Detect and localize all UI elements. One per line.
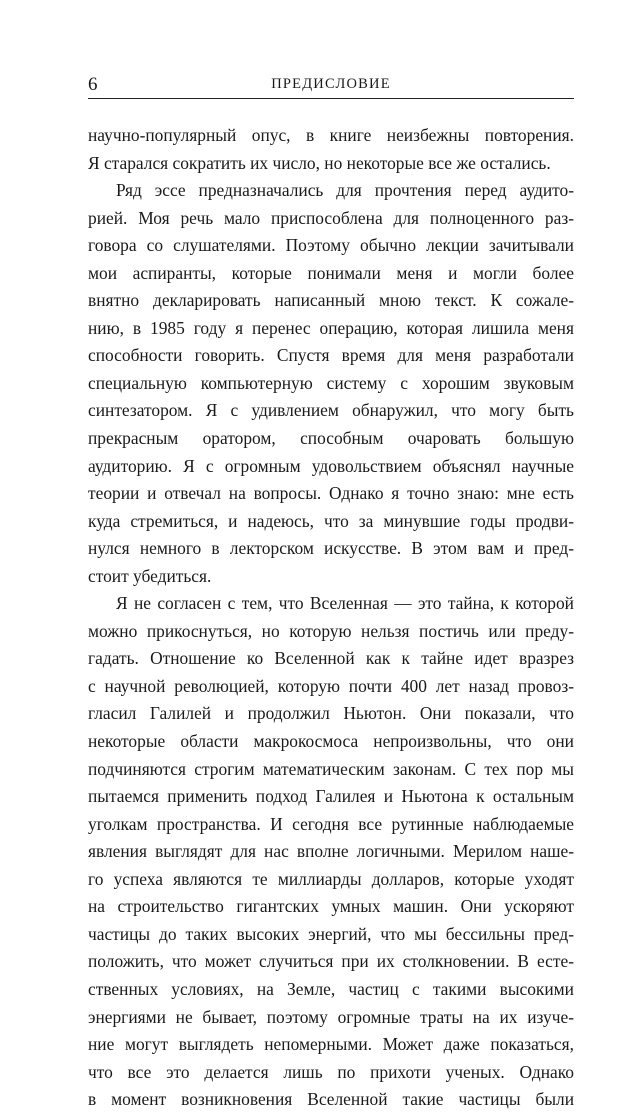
text-line: гадать. Отношение ко Вселенной как к тайне идет вразрез xyxy=(88,648,574,669)
running-head: ПРЕДИСЛОВИЕ xyxy=(271,76,391,92)
text-line: уголкам пространства. И сегодня все рутинные наблюдаемые xyxy=(88,813,574,834)
text-line: стоит убедиться. xyxy=(88,565,212,586)
text-line: Я не согласен с тем, что Вселенная — это тайна, к которой xyxy=(116,593,574,614)
text-line: куда стремиться, и надеюсь, что за минувшие годы продви- xyxy=(88,510,574,531)
body-text xyxy=(88,122,574,1114)
text-line: говора со слушателями. Поэтому обычно лекции зачитывали xyxy=(88,235,574,256)
text-line: специальную компьютерную систему с хорошим звуковым xyxy=(88,372,574,393)
text-line: пытаемся применить подход Галилея и Ньютона к остальным xyxy=(88,786,574,807)
paragraph xyxy=(88,122,574,177)
text-line: можно прикоснуться, но которую нельзя постичь или преду- xyxy=(88,620,574,641)
paragraph xyxy=(88,177,574,590)
text-line: частицы до таких высоких энергий, что мы бессильны пред- xyxy=(88,923,574,944)
text-line: некоторые области макрокосмоса непроизвольны, что они xyxy=(88,731,574,752)
text-line: Ряд эссе предназначались для прочтения перед аудито- xyxy=(116,180,574,201)
page-header xyxy=(88,70,574,99)
text-line: Я старался сократить их число, но некоторые все же остались. xyxy=(88,152,551,173)
text-line: аудиторию. Я с огромным удовольствием объяснял научные xyxy=(88,455,574,476)
text-line: научно-популярный опус, в книге неизбежны повторения. xyxy=(88,125,574,145)
text-line: ние могут выглядеть непомерными. Может даже показаться, xyxy=(88,1034,574,1055)
text-line: внятно декларировать написанный мною текст. К сожале- xyxy=(88,290,574,311)
text-line: положить, что может случиться при их столкновении. В есте- xyxy=(88,951,574,972)
text-line: мои аспиранты, которые понимали меня и могли более xyxy=(88,262,574,283)
text-line: с научной революцией, которую почти 400 лет назад провоз- xyxy=(88,675,574,696)
text-line: подчиняются строгим математическим законам. С тех пор мы xyxy=(88,758,574,779)
text-line: гласил Галилей и продолжил Ньютон. Они показали, что xyxy=(88,703,574,724)
text-line: нию, в 1985 году я перенес операцию, которая лишила меня xyxy=(88,317,574,338)
text-line: прекрасным оратором, способным очаровать большую xyxy=(88,428,574,449)
text-line: теории и отвечал на вопросы. Однако я точно знаю: мне есть xyxy=(88,483,574,504)
text-line: явления выглядят для нас вполне логичными. Мерилом наше- xyxy=(88,841,574,862)
text-line: энергиями не бывает, поэтому огромные траты на их изуче- xyxy=(88,1006,574,1027)
text-line: рией. Моя речь мало приспособлена для полноценного раз- xyxy=(88,207,574,228)
text-line: го успеха являются те миллиарды долларов, которые уходят xyxy=(88,868,574,889)
text-line: ственных условиях, на Земле, частиц с такими высокими xyxy=(88,978,574,999)
paragraph xyxy=(88,590,574,1113)
text-line: нулся немного в лекторском искусстве. В этом вам и пред- xyxy=(88,538,574,559)
text-line: в момент возникновения Вселенной такие частицы были xyxy=(88,1089,574,1110)
text-line: синтезатором. Я с удивлением обнаружил, что могу быть xyxy=(88,400,574,421)
text-line: способности говорить. Спустя время для меня разработали xyxy=(88,345,574,366)
text-line: что все это делается лишь по прихоти ученых. Однако xyxy=(88,1061,574,1082)
text-line: на строительство гигантских умных машин. Они ускоряют xyxy=(88,896,574,917)
page-number: 6 xyxy=(88,74,98,95)
